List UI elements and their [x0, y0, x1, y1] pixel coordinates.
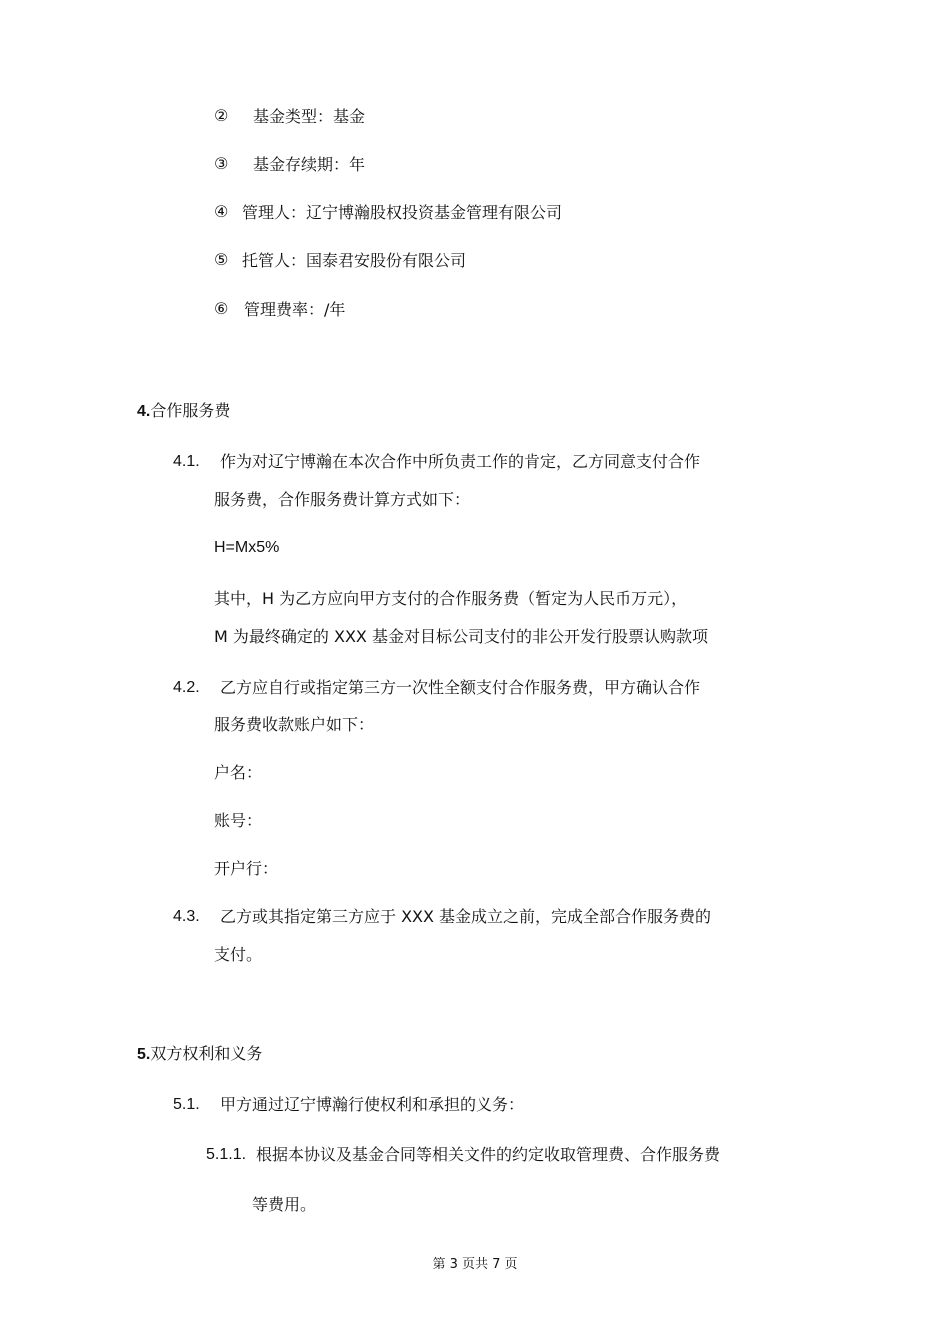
fund-type-text: 基金类型：基金	[253, 107, 366, 126]
clause-5-1-1-line-1: 根据本协议及基金合同等相关文件的约定收取管理费、合作服务费	[256, 1145, 721, 1164]
section-5-number: 5.	[137, 1046, 151, 1063]
section-4-number: 4.	[137, 403, 151, 420]
clause-5-1-1-number: 5.1.1.	[206, 1146, 247, 1163]
clause-4-1-line-2: 服务费，合作服务费计算方式如下：	[214, 490, 471, 509]
clause-4-2-number: 4.2.	[173, 679, 200, 696]
list-marker: ②	[214, 108, 229, 125]
fund-fee-rate-text: 管理费率：/年	[244, 300, 346, 319]
clause-5-1-number: 5.1.	[173, 1096, 200, 1113]
clause-4-2-line-1: 乙方应自行或指定第三方一次性全额支付合作服务费，甲方确认合作	[220, 678, 701, 697]
page-footer: 第 3 页共 7 页	[432, 1257, 518, 1272]
clause-4-3-line-2: 支付。	[214, 945, 263, 964]
formula-explain-line-1: 其中，H 为乙方应向甲方支付的合作服务费（暂定为人民币万元），	[214, 589, 688, 608]
section-5-title: 双方权利和义务	[150, 1044, 263, 1063]
formula-explain-line-2: M 为最终确定的 XXX 基金对目标公司支付的非公开发行股票认购款项	[214, 627, 708, 646]
list-marker: ⑤	[214, 252, 229, 269]
fund-duration-text: 基金存续期：年	[253, 155, 366, 174]
clause-4-1-line-1: 作为对辽宁博瀚在本次合作中所负责工作的肯定，乙方同意支付合作	[220, 452, 701, 471]
clause-4-2-line-2: 服务费收款账户如下：	[214, 715, 375, 734]
clause-5-1-1-line-2: 等费用。	[252, 1195, 317, 1214]
list-marker: ③	[214, 156, 229, 173]
section-4-title: 合作服务费	[150, 401, 231, 420]
bank-label: 开户行：	[214, 859, 279, 878]
account-number-label: 账号：	[214, 811, 263, 830]
clause-4-1-number: 4.1.	[173, 453, 200, 470]
fee-formula: H=Mx5%	[214, 539, 280, 556]
clause-5-1-text: 甲方通过辽宁博瀚行使权利和承担的义务：	[220, 1095, 525, 1114]
list-marker: ⑥	[214, 301, 229, 318]
clause-4-3-number: 4.3.	[173, 908, 200, 925]
section-4-heading	[137, 401, 230, 422]
list-marker: ④	[214, 204, 229, 221]
fund-custodian-text: 托管人：国泰君安股份有限公司	[242, 251, 467, 270]
section-5-heading	[137, 1044, 262, 1065]
clause-4-3-line-1: 乙方或其指定第三方应于 XXX 基金成立之前，完成全部合作服务费的	[220, 907, 712, 926]
fund-manager-text: 管理人：辽宁博瀚股权投资基金管理有限公司	[242, 203, 563, 222]
account-name-label: 户名：	[214, 763, 263, 782]
